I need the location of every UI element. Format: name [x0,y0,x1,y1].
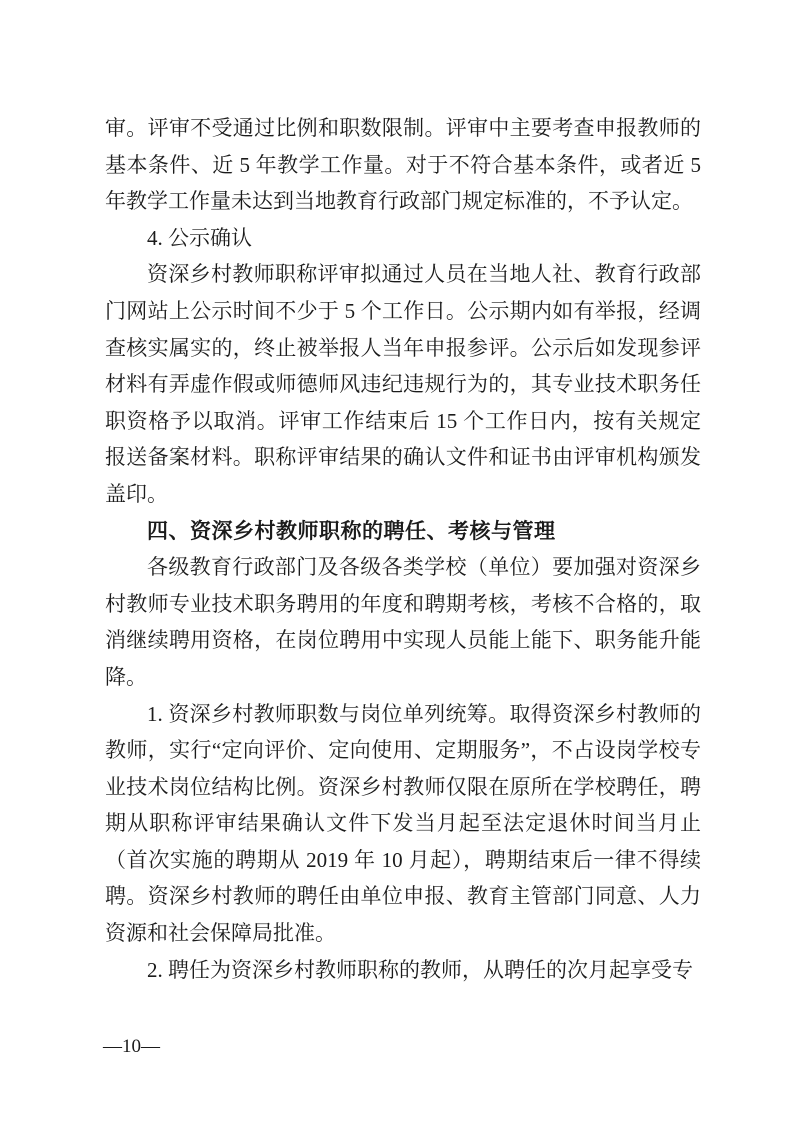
para-item-4-public-confirmation-label: 4. 公示确认 [147,225,252,250]
document-body [105,110,701,988]
para-item-1-post-quota: 1. 资深乡村教师职数与岗位单列统筹。取得资深乡村教师的教师，实行“定向评价、定向使用、定期服务”，不占设岗学校专业技术岗位结构比例。资深乡村教师仅限在原所在学校聘任，聘期从职称评审结果确认文件下发当月起至法定退休时间当月止（首次实施的聘期从 2019 年 10 月起），聘期结束后一律不得续聘。资深乡村教师的聘任由单位申报、教育主管部门同意、人力资源和社会保障局批准。 [105,701,701,946]
page-footer [103,1035,160,1059]
para-assessment-requirements: 各级教育行政部门及各级各类学校（单位）要加强对资深乡村教师专业技术职务聘用的年度和聘期考核，考核不合格的，取消继续聘用资格，在岗位聘用中实现人员能上能下、职务能升能降。 [105,555,701,689]
para-item-4-public-confirmation-body: 资深乡村教师职称评审拟通过人员在当地人社、教育行政部门网站上公示时间不少于 5 个工作日。公示期内如有举报，经调查核实属实的，终止被举报人当年申报参评。公示后如发现参评材料有弄虚作假或师德师风违纪违规行为的，其专业技术职务任职资格予以取消。评审工作结束后 15 个工作日内，按有关规定报送备案材料。职称评审结果的确认文件和证书由评审机构颁发盖印。 [105,262,701,506]
heading-section-4-appointment-assessment-management: 四、资深乡村教师职称的聘任、考核与管理 [147,518,556,543]
para-review-rules-continuation: 审。评审不受通过比例和职数限制。评审中主要考查申报教师的基本条件、近 5 年教学工作量。对于不符合基本条件，或者近 5 年教学工作量未达到当地教育行政部门规定标准的，不予认定。 [105,116,701,214]
para-item-2-benefits: 2. 聘任为资深乡村教师职称的教师，从聘任的次月起享受专 [147,957,693,982]
page-number: —10— [103,1036,160,1057]
